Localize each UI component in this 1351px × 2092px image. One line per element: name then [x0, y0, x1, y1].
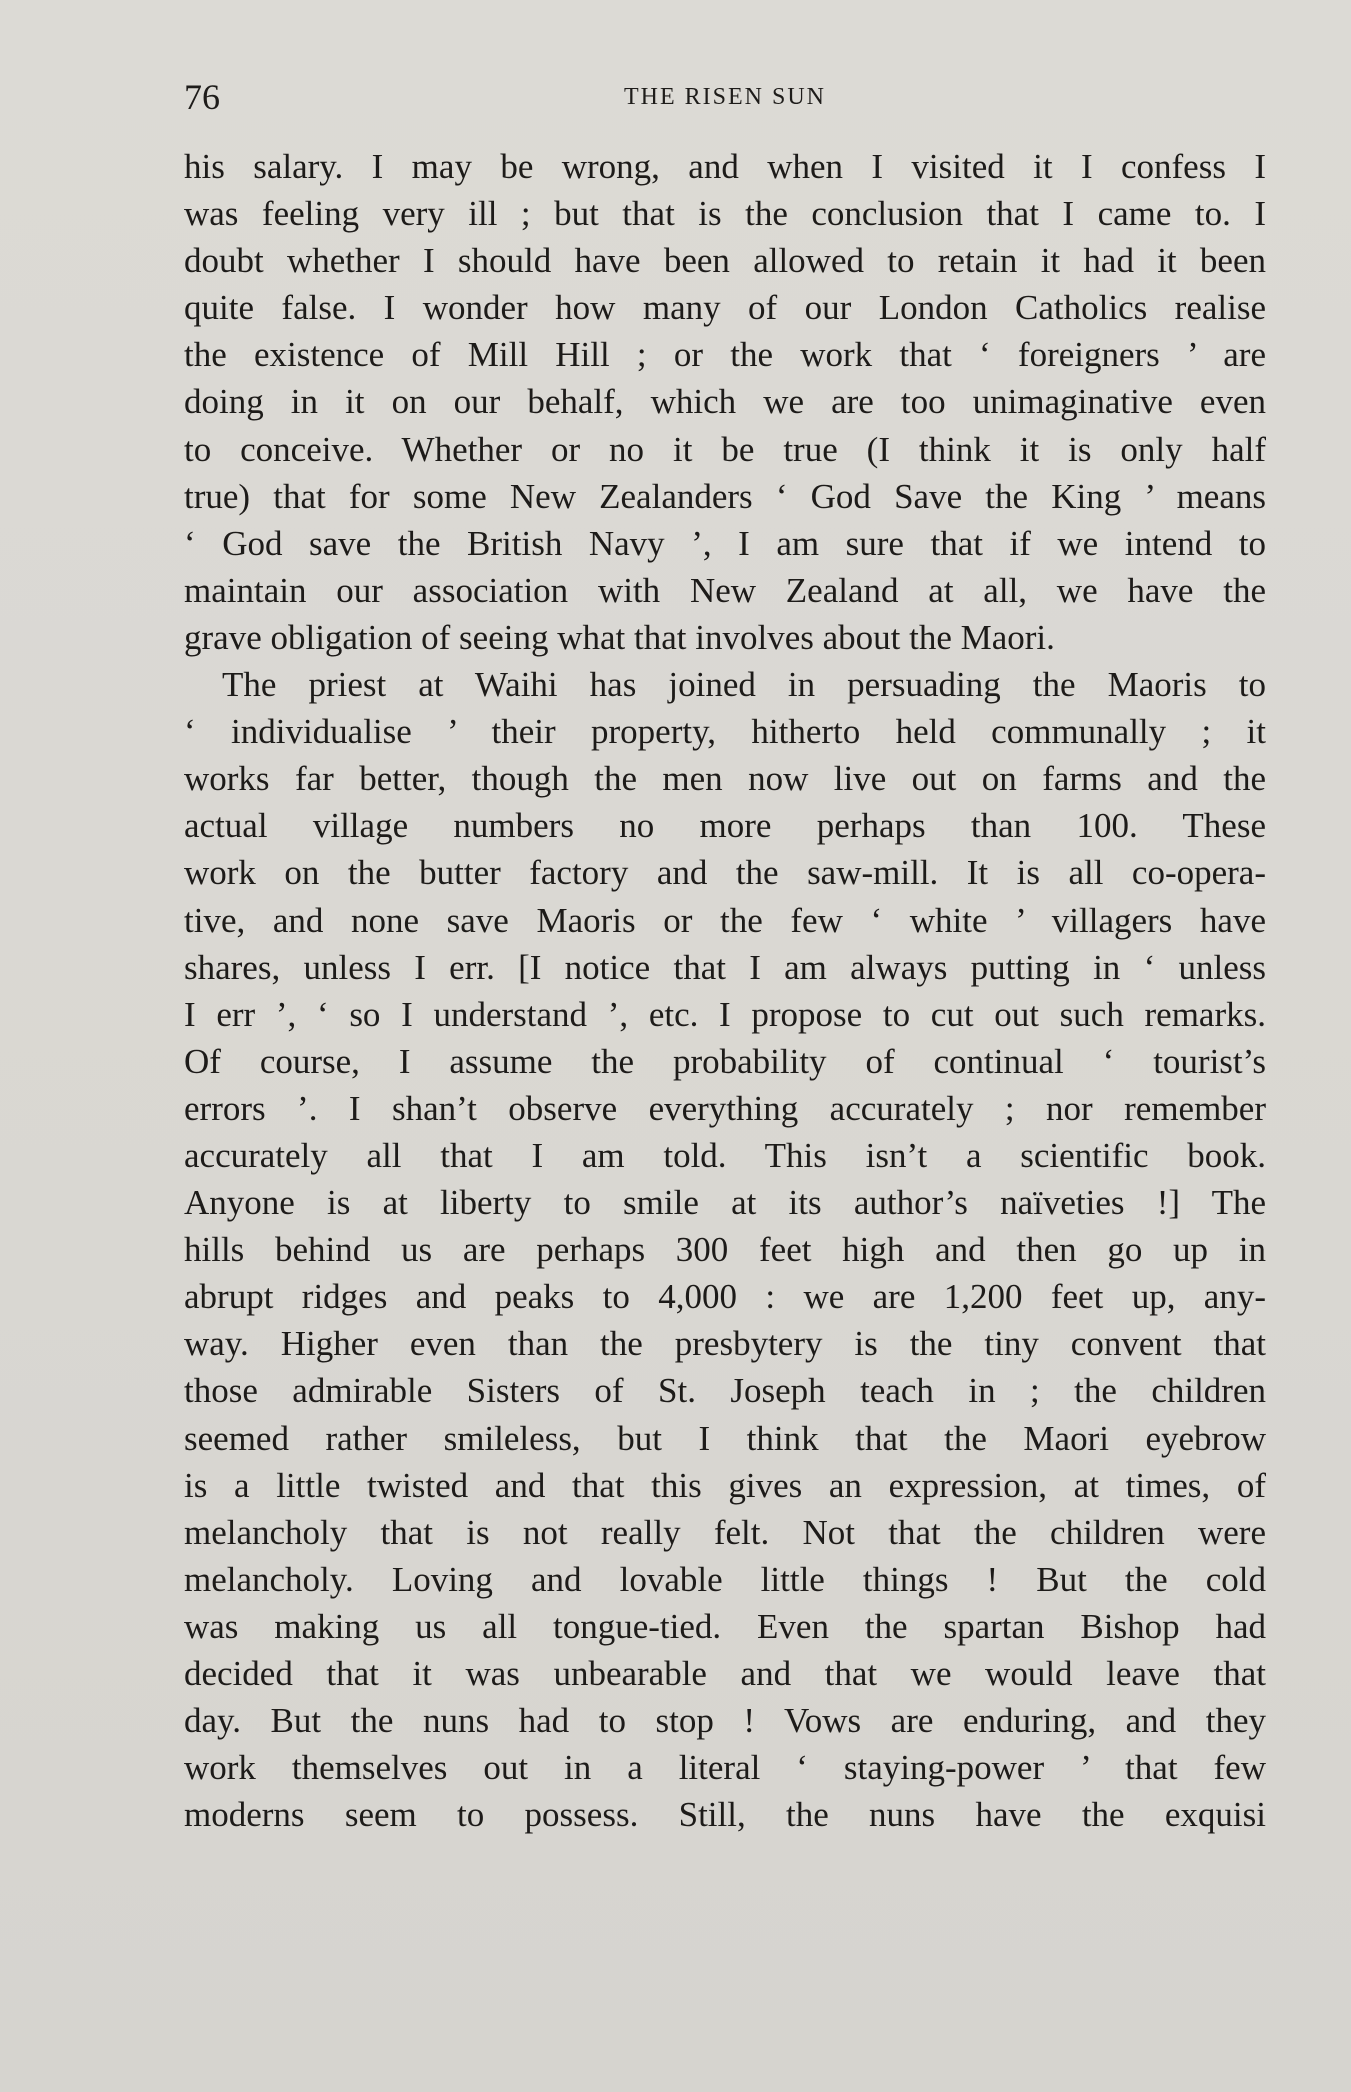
- text-line: day. But the nuns had to stop ! Vows are enduring, and they: [184, 1701, 1266, 1741]
- text-line: work themselves out in a literal ‘ staying-power ’ that few: [184, 1748, 1266, 1788]
- text-line: ‘ individualise ’ their property, hitherto held communally ; it: [184, 712, 1266, 752]
- text-line: errors ’. I shan’t observe everything accurately ; nor remember: [184, 1088, 1266, 1128]
- text-line: maintain our association with New Zealand at all, we have the: [184, 570, 1266, 610]
- text-line: Of course, I assume the probability of continual ‘ tourist’s: [184, 1041, 1266, 1081]
- text-line: melancholy. Loving and lovable little things ! But the cold: [184, 1559, 1266, 1599]
- text-line: doubt whether I should have been allowed to retain it had it been: [184, 241, 1266, 281]
- text-line: actual village numbers no more perhaps than 100. These: [184, 806, 1266, 846]
- text-line: doing in it on our behalf, which we are too unimaginative even: [184, 382, 1266, 422]
- text-line: to conceive. Whether or no it be true (I think it is only half: [184, 429, 1266, 469]
- text-line: Anyone is at liberty to smile at its author’s naïveties !] The: [184, 1183, 1266, 1223]
- text-line: melancholy that is not really felt. Not that the children were: [184, 1512, 1266, 1552]
- text-line: accurately all that I am told. This isn’t a scientific book.: [184, 1135, 1266, 1175]
- text-line: I err ’, ‘ so I understand ’, etc. I propose to cut out such remarks.: [184, 994, 1266, 1034]
- text-line: grave obligation of seeing what that involves about the Maori.: [184, 617, 1055, 657]
- text-line: was feeling very ill ; but that is the conclusion that I came to. I: [184, 194, 1266, 234]
- text-line: work on the butter factory and the saw-mill. It is all co-opera-: [184, 853, 1266, 893]
- running-title: THE RISEN SUN: [623, 84, 826, 110]
- text-line: was making us all tongue-tied. Even the spartan Bishop had: [184, 1606, 1266, 1646]
- running-head: [184, 76, 1266, 126]
- text-line: works far better, though the men now live out on farms and the: [184, 759, 1266, 799]
- body-text: [184, 143, 1266, 1838]
- text-line: moderns seem to possess. Still, the nuns have the exquisi: [184, 1795, 1266, 1835]
- text-line: tive, and none save Maoris or the few ‘ white ’ villagers have: [184, 900, 1266, 940]
- text-line: ‘ God save the British Navy ’, I am sure that if we intend to: [184, 523, 1266, 563]
- text-line: abrupt ridges and peaks to 4,000 : we are 1,200 feet up, any-: [184, 1277, 1266, 1317]
- text-line: hills behind us are perhaps 300 feet high and then go up in: [184, 1230, 1266, 1270]
- text-line: way. Higher even than the presbytery is the tiny convent that: [184, 1324, 1266, 1364]
- text-line: the existence of Mill Hill ; or the work that ‘ foreigners ’ are: [184, 335, 1266, 375]
- text-line: shares, unless I err. [I notice that I am always putting in ‘ unless: [184, 947, 1266, 987]
- text-line: is a little twisted and that this gives an expression, at times, of: [184, 1465, 1266, 1505]
- text-line: true) that for some New Zealanders ‘ God Save the King ’ means: [184, 476, 1266, 516]
- text-line: those admirable Sisters of St. Joseph teach in ; the children: [184, 1371, 1266, 1411]
- text-line: quite false. I wonder how many of our London Catholics realise: [184, 288, 1266, 328]
- text-line: decided that it was unbearable and that we would leave that: [184, 1654, 1266, 1693]
- text-line: The priest at Waihi has joined in persuading the Maoris to: [222, 665, 1266, 705]
- text-line: seemed rather smileless, but I think that the Maori eyebrow: [184, 1418, 1266, 1458]
- page-number: 76: [184, 77, 220, 117]
- text-line: his salary. I may be wrong, and when I visited it I confess I: [184, 147, 1266, 186]
